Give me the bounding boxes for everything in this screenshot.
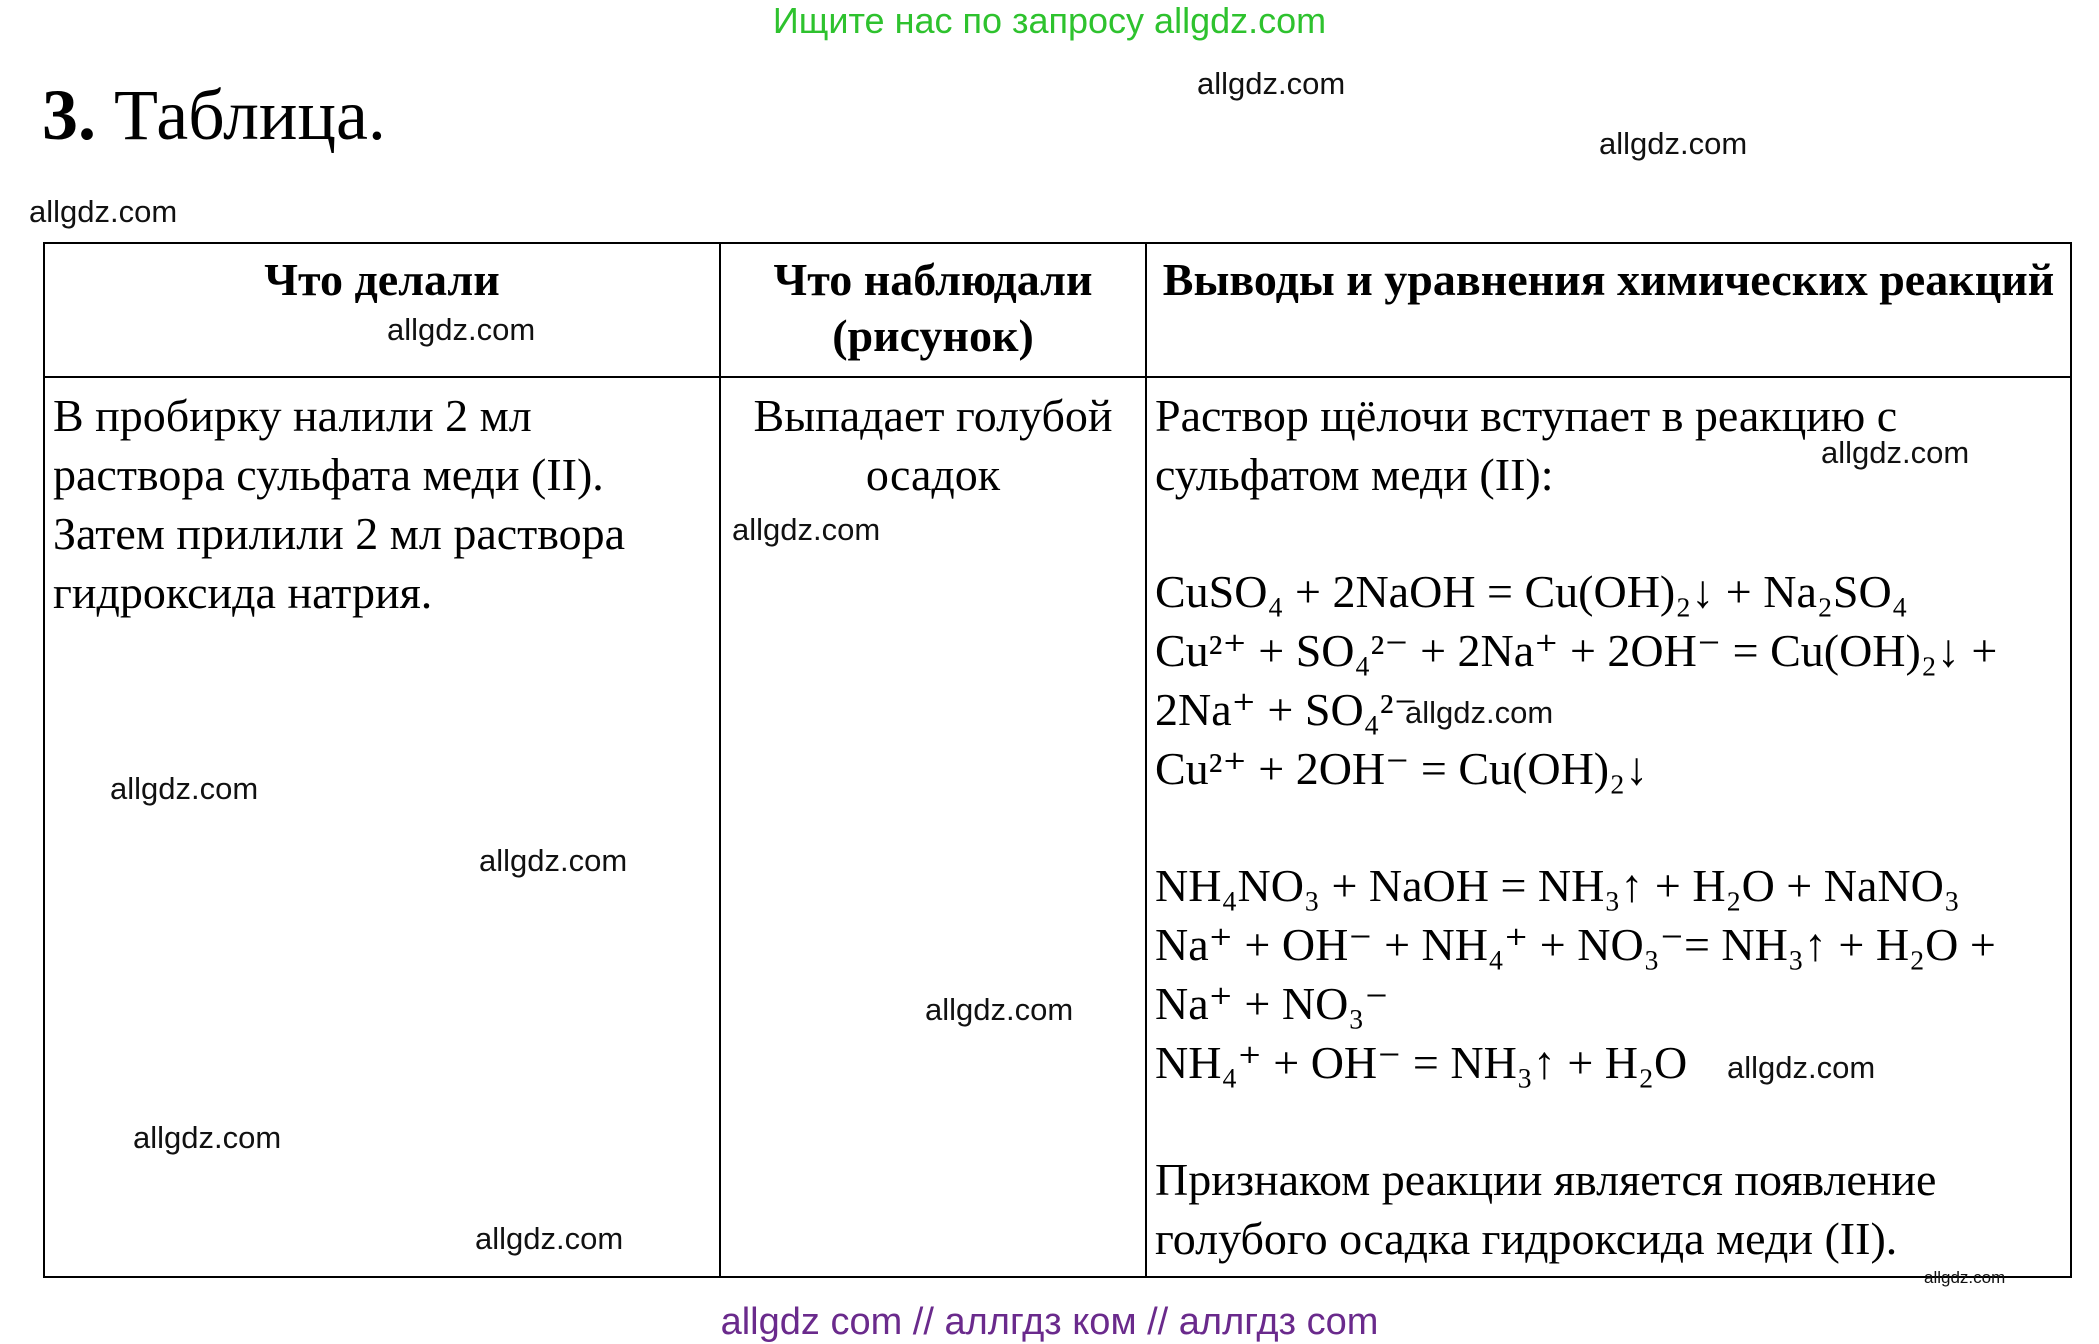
page-title xyxy=(42,70,386,160)
actions-line: гидроксида натрия. xyxy=(53,567,433,618)
intro-line: сульфатом меди (II): xyxy=(1155,449,1554,500)
watermark: allgdz.com xyxy=(1821,435,1970,470)
watermark: allgdz.com xyxy=(475,1221,624,1256)
table-row xyxy=(44,377,2071,1277)
intro-line: Раствор щёлочи вступает в реакцию с xyxy=(1155,390,1898,441)
watermark: allgdz.com xyxy=(133,1120,282,1155)
watermark: allgdz.com xyxy=(1197,66,1346,101)
conclusions-cell xyxy=(1146,377,2071,1277)
equation-molecular-2: NH₄NO₃ + NaOH = NH₃↑ + H₂O + NaNO₃ xyxy=(1155,860,1960,911)
watermark: allgdz.com xyxy=(732,512,881,547)
equation-short-ionic-2: NH₄⁺ + OH⁻ = NH₃↑ + H₂O xyxy=(1155,1037,1688,1088)
actions-line: В пробирку налили 2 мл xyxy=(53,390,532,441)
footer-links: allgdz com // аллгдз ком // аллгдз com xyxy=(720,1301,1379,1343)
actions-line: Затем прилили 2 мл раствора xyxy=(53,508,626,559)
observation-line: осадок xyxy=(865,449,1001,500)
watermark: allgdz.com xyxy=(29,194,178,229)
chemistry-table xyxy=(43,242,2072,1278)
task-number: 3. xyxy=(42,75,96,155)
header-conclusions: Выводы и уравнения химических реакций xyxy=(1146,243,2071,377)
equation-short-ionic-1: Cu²⁺ + 2OH⁻ = Cu(OH)₂↓ xyxy=(1155,743,1649,794)
watermark: allgdz.com xyxy=(1405,695,1554,730)
equation-full-ionic-1a: Cu²⁺ + SO₄²⁻ + 2Na⁺ + 2OH⁻ = Cu(OH)₂↓ + xyxy=(1155,625,1998,676)
top-banner: Ищите нас по запросу allgdz.com xyxy=(772,0,1327,41)
watermark: allgdz.com xyxy=(1727,1050,1876,1085)
watermark: allgdz.com xyxy=(1599,126,1748,161)
watermark: allgdz.com xyxy=(479,843,628,878)
watermark: allgdz.com xyxy=(925,992,1074,1027)
header-observations: Что наблюдали (рисунок) xyxy=(720,243,1146,377)
conclusion-line: голубого осадка гидроксида меди (II). xyxy=(1155,1213,1898,1264)
conclusion-line: Признаком реакции является появление xyxy=(1155,1154,1937,1205)
task-title: Таблица. xyxy=(114,75,386,155)
table-header-row xyxy=(44,243,2071,377)
equation-full-ionic-2a: Na⁺ + OH⁻ + NH₄⁺ + NO₃⁻= NH₃↑ + H₂O + xyxy=(1155,919,1996,970)
watermark: allgdz.com xyxy=(387,312,536,347)
observation-line: Выпадает голубой xyxy=(753,390,1113,441)
watermark: allgdz.com xyxy=(1924,1268,2006,1287)
equation-full-ionic-2b: Na⁺ + NO₃⁻ xyxy=(1155,978,1389,1029)
equation-full-ionic-1b: 2Na⁺ + SO₄²⁻ xyxy=(1155,684,1418,735)
equation-molecular-1: CuSO₄ + 2NaOH = Cu(OH)₂↓ + Na₂SO₄ xyxy=(1155,566,1908,617)
header-actions: Что делали xyxy=(44,243,720,377)
watermark: allgdz.com xyxy=(110,771,259,806)
actions-line: раствора сульфата меди (II). xyxy=(53,449,604,500)
